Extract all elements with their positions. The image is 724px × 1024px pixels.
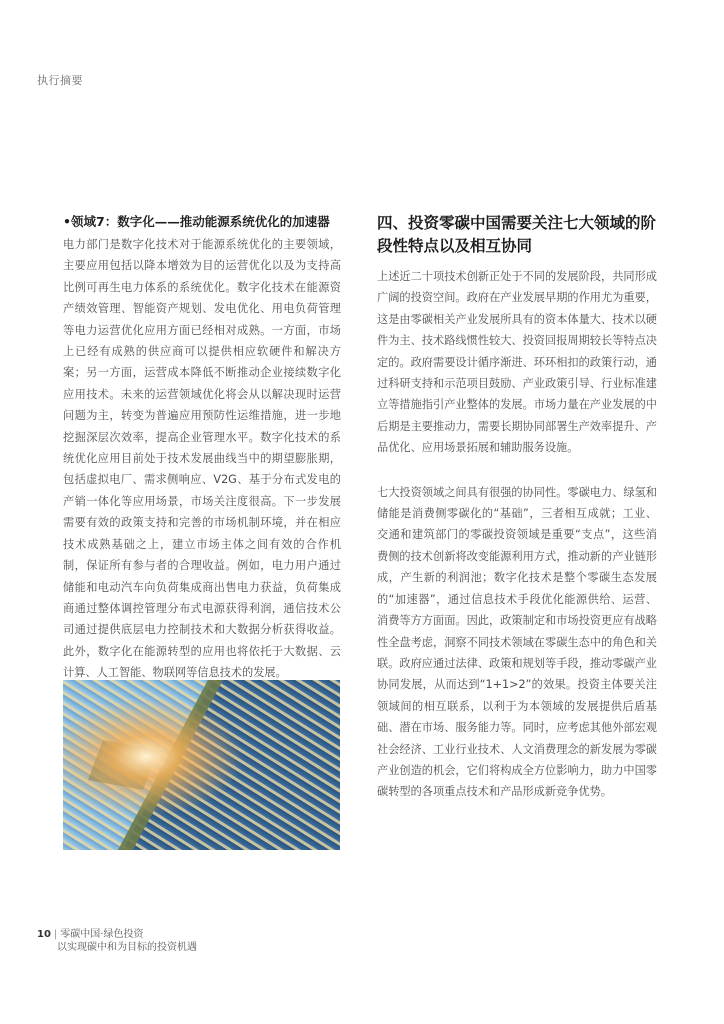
running-head: 执行摘要	[37, 74, 83, 87]
solar-panels-illustration	[63, 680, 340, 850]
right-body-paragraph-1: 上述近二十项技术创新正处于不同的发展阶段，共同形成广阔的投资空间。政府在产业发展早期的作用尤为重要，这是由零碳相关产业发展所具有的资本体量大、技术以硬件为主、技术路线惯性较大、投资回报周期较长等特点决定的。政府需要设计循序渐进、环环相扣的政策行动，通过科研支持和示范项目鼓励、产业政策引导、行业标准建立等措施指引产业整体的发展。市场力量在产业发展的中后期是主要推动力，需要长期协同部署生产效率提升、产品优化、应用场景拓展和辅助服务设施。	[377, 270, 657, 455]
solar-farm-photo	[63, 680, 340, 850]
page-footer	[37, 928, 197, 954]
left-body-paragraph: 电力部门是数字化技术对于能源系统优化的主要领域，主要应用包括以降本增效为目的运营优化以及为支持高比例可再生电力体系的系统优化。数字化技术在能源资产绩效管理、智能资产规划、发电优化、用电负荷管理等电力运营优化应用方面已经相对成熟。一方面，市场上已经有成熟的供应商可以提供相应软硬件和解决方案；另一方面，运营成本降低不断推动企业接续数字化应用技术。未来的运营领域优化将会从以解决现时运营问题为主，转变为普遍应用预防性运维措施，进一步地挖掘深层次效率，提高企业管理水平。数字化技术的系统优化应用目前处于技术发展曲线当中的期望膨胀期，包括虚拟电厂、需求侧响应、V2G、基于分布式发电的产销一体化等应用场景，市场关注度很高。下一步发展需要有效的政策支持和完善的市场机制环境，并在相应技术成熟基础之上，建立市场主体之间有效的合作机制，保证所有参与者的合理收益。例如，电力用户通过储能和电动汽车向负荷集成商出售电力获益，负荷集成商通过整体调控管理分布式电源获得利润，通信技术公司通过提供底层电力控制技术和大数据分析获得收益。此外，数字化在能源转型的应用也将依托于大数据、云计算、人工智能、物联网等信息技术的发展。	[63, 238, 341, 680]
sun-glare	[63, 680, 340, 850]
right-body-paragraph-2: 七大投资领域之间具有很强的协同性。零碳电力、绿氢和储能是消费侧零碳化的“基础”，三者相互成就；工业、交通和建筑部门的零碳投资领域是重要“支点”，这些消费侧的技术创新将改变能源利用方式，推动新的产业链形成，产生新的利润池；数字化技术是整个零碳生态发展的“加速器”，通过信息技术手段优化能源供给、运营、消费等方方面面。因此，政策制定和市场投资更应有战略性全盘考虑，洞察不同技术领域在零碳生态中的角色和关联。政府应通过法律、政策和规划等手段，推动零碳产业协同发展，从而达到“1+1>2”的效果。投资主体要关注领域间的相互联系，以利于为本领域的发展提供后盾基础、潜在市场、服务能力等。同时，应考虑其他外部宏观社会经济、工业行业技术、人文消费理念的新发展为零碳产业创造的机会，它们将构成全方位影响力，助力中国零碳转型的各项重点技术和产品形成新竞争优势。	[377, 485, 657, 799]
paragraph-spacer	[377, 459, 657, 482]
page-number: 10	[37, 929, 51, 940]
footer-line-1	[37, 928, 197, 941]
footer-separator: |	[53, 929, 58, 940]
publication-title: 零碳中国·绿色投资	[60, 929, 144, 940]
section-title-text: 领域7：数字化——推动能源系统优化的加速器	[71, 214, 330, 229]
publication-subtitle: 以实现碳中和为目标的投资机遇	[57, 942, 197, 953]
bullet-icon: •	[63, 214, 71, 229]
section-title-digitalization	[63, 212, 341, 231]
left-column	[63, 212, 341, 684]
right-column	[377, 212, 657, 803]
chapter-title: 四、投资零碳中国需要关注七大领域的阶段性特点以及相互协同	[377, 214, 657, 255]
